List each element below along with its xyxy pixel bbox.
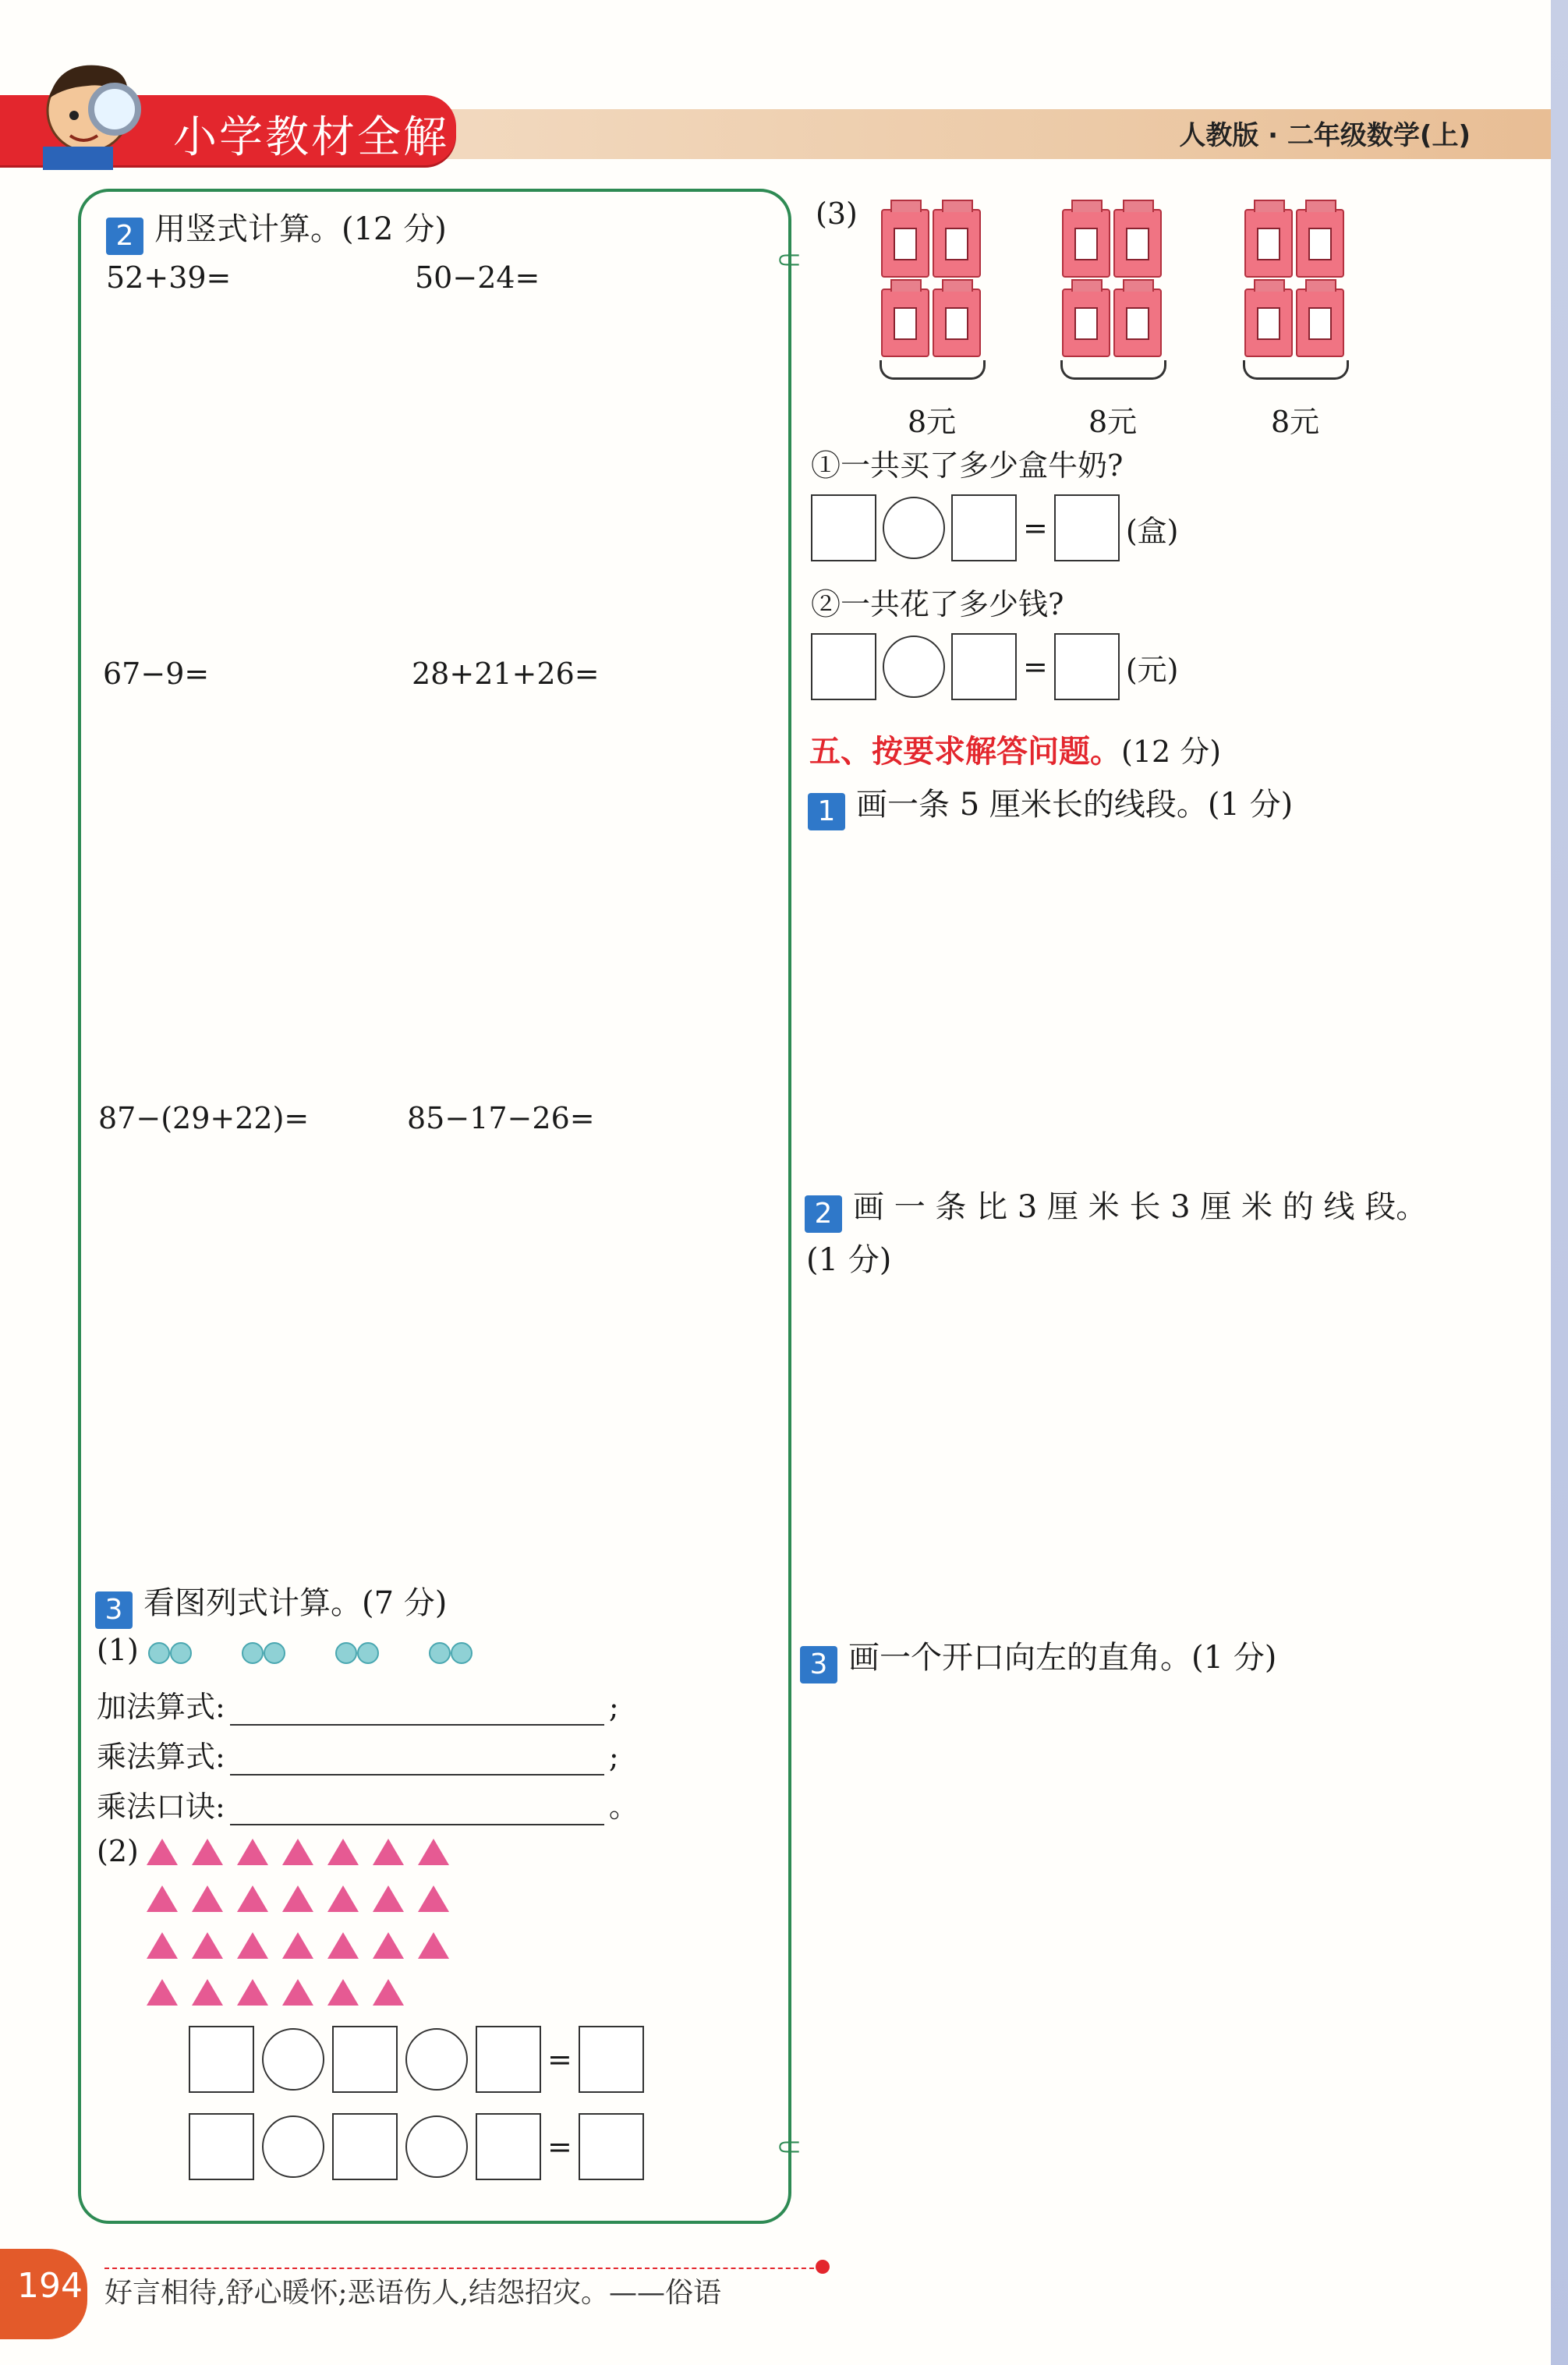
dot-groups-row [97, 1633, 473, 1667]
question-title: 用竖式计算。(12 分) [154, 211, 447, 247]
expression: 28+21+26= [412, 657, 600, 691]
answer-box[interactable] [811, 494, 876, 561]
triangle-icon [237, 1839, 268, 1865]
dot-group [429, 1633, 473, 1667]
milk-box-icon [881, 289, 929, 357]
operator-circle[interactable] [405, 2028, 468, 2091]
equation-boxes-row [811, 494, 1185, 561]
triangle-icon [327, 1932, 359, 1959]
question-number-badge: 2 [106, 218, 143, 255]
part-label: (2) [97, 1834, 139, 1868]
footer-dot-icon [816, 2260, 830, 2274]
page-number-tab [0, 2249, 87, 2339]
answer-box[interactable] [951, 633, 1017, 700]
rhyme-label: 乘法口诀: [97, 1790, 225, 1824]
dot-group [335, 1633, 379, 1667]
addition-answer-row [97, 1683, 619, 1726]
footer-divider [104, 2268, 822, 2269]
triangle-icon [192, 1885, 223, 1912]
milk-box-icon [881, 209, 929, 278]
expression: 52+39= [106, 260, 232, 295]
addition-label: 加法算式: [97, 1690, 225, 1724]
task-text: 画一个开口向左的直角。(1 分) [848, 1640, 1277, 1676]
question-2-heading [106, 204, 447, 255]
expression: 67−9= [103, 657, 210, 691]
operator-circle[interactable] [405, 2115, 468, 2178]
expression: 50−24= [415, 260, 540, 295]
multiplication-label: 乘法算式: [97, 1740, 225, 1774]
triangle-icon [418, 1885, 449, 1912]
price-label: 8元 [908, 405, 957, 439]
equals-sign: = [547, 2042, 572, 2076]
section-title: 五、按要求解答问题。 [809, 734, 1121, 770]
answer-line[interactable] [230, 1701, 604, 1726]
triangle-icon [373, 1932, 404, 1959]
triangle-icon [373, 1885, 404, 1912]
section-score: (12 分) [1121, 735, 1222, 769]
book-title: 小学教材全解 [173, 112, 449, 163]
milk-box-icon [1113, 209, 1162, 278]
binder-ring-icon: ⸦ [772, 2128, 806, 2168]
triangle-icon [327, 1839, 359, 1865]
operator-circle[interactable] [262, 2028, 324, 2091]
question-number-badge: 2 [805, 1195, 842, 1233]
price-label: 8元 [1088, 405, 1138, 439]
equation-boxes-row [189, 2026, 644, 2093]
answer-box[interactable] [1054, 494, 1120, 561]
milk-box-icon [1296, 289, 1344, 357]
equals-sign: = [1023, 650, 1048, 684]
price-label: 8元 [1271, 405, 1320, 439]
edition-label: 人教版 · 二年级数学(上) [1179, 120, 1471, 151]
sub-question-1: ①一共买了多少盒牛奶? [811, 448, 1124, 483]
triangle-icon [282, 1839, 313, 1865]
answer-box[interactable] [1054, 633, 1120, 700]
triangle-icon [282, 1932, 313, 1959]
equation-boxes-row [189, 2113, 644, 2180]
triangle-icon [282, 1979, 313, 2006]
milk-box-icon [1062, 209, 1110, 278]
multiplication-answer-row [97, 1733, 619, 1776]
question-number-badge: 3 [800, 1646, 837, 1683]
question-number-badge: 1 [808, 793, 845, 830]
task-text: 画 一 条 比 3 厘 米 长 3 厘 米 的 线 段。 [853, 1189, 1428, 1225]
page-number: 194 [17, 2266, 83, 2306]
unit-label: (元) [1125, 652, 1179, 687]
answer-line[interactable] [230, 1800, 604, 1825]
punct: ; [608, 1740, 619, 1774]
brace-icon [880, 360, 986, 380]
triangle-icon [147, 1885, 178, 1912]
triangle-grid [147, 1839, 463, 2026]
part-label: (3) [816, 196, 858, 231]
question-number-badge: 3 [95, 1591, 133, 1629]
triangle-icon [418, 1932, 449, 1959]
page-edge [1551, 0, 1568, 2365]
task-2 [805, 1182, 1427, 1233]
task-1 [808, 780, 1293, 830]
unit-label: (盒) [1125, 513, 1179, 548]
binder-ring-icon: ⸦ [772, 241, 806, 281]
triangle-icon [237, 1932, 268, 1959]
triangle-icon [147, 1979, 178, 2006]
equals-sign: = [547, 2130, 572, 2164]
expression: 85−17−26= [407, 1101, 595, 1135]
triangle-icon [373, 1979, 404, 2006]
milk-box-icon [1244, 289, 1293, 357]
equals-sign: = [1023, 511, 1048, 545]
answer-box[interactable] [476, 2026, 541, 2093]
dot-group [242, 1633, 285, 1667]
operator-circle[interactable] [883, 636, 945, 698]
punct: ; [608, 1690, 619, 1724]
milk-box-icon [933, 289, 981, 357]
triangle-icon [282, 1885, 313, 1912]
dot-group [148, 1633, 192, 1667]
answer-line[interactable] [230, 1751, 604, 1776]
part-label: (1) [97, 1633, 139, 1667]
task-3 [800, 1633, 1276, 1683]
triangle-row [147, 1979, 463, 2026]
answer-box[interactable] [811, 633, 876, 700]
milk-box-icon [1113, 289, 1162, 357]
brace-icon [1060, 360, 1166, 380]
triangle-icon [192, 1932, 223, 1959]
triangle-icon [147, 1839, 178, 1865]
milk-box-icon [1296, 209, 1344, 278]
milk-box-icon [933, 209, 981, 278]
sub-question-2: ②一共花了多少钱? [811, 587, 1064, 621]
answer-box[interactable] [579, 2113, 644, 2180]
question-3-heading [95, 1578, 447, 1629]
mascot-icon [27, 55, 160, 172]
answer-box[interactable] [332, 2113, 398, 2180]
triangle-row [147, 1885, 463, 1932]
footer-quote: 好言相待,舒心暖怀;恶语伤人,结怨招灾。——俗语 [104, 2277, 722, 2309]
answer-box[interactable] [189, 2026, 254, 2093]
answer-box[interactable] [476, 2113, 541, 2180]
operator-circle[interactable] [883, 497, 945, 559]
triangle-icon [237, 1979, 268, 2006]
answer-box[interactable] [579, 2026, 644, 2093]
expression: 87−(29+22)= [98, 1101, 310, 1135]
triangle-icon [327, 1885, 359, 1912]
section-5-heading [809, 727, 1221, 771]
equation-boxes-row [811, 633, 1185, 700]
triangle-icon [237, 1885, 268, 1912]
answer-box[interactable] [332, 2026, 398, 2093]
operator-circle[interactable] [262, 2115, 324, 2178]
punct: 。 [608, 1790, 639, 1824]
milk-box-icon [1062, 289, 1110, 357]
task-text: 画一条 5 厘米长的线段。(1 分) [856, 787, 1294, 823]
milk-box-icon [1244, 209, 1293, 278]
triangle-icon [418, 1839, 449, 1865]
triangle-icon [192, 1979, 223, 2006]
rhyme-answer-row [97, 1783, 639, 1825]
triangle-icon [192, 1839, 223, 1865]
triangle-icon [327, 1979, 359, 2006]
triangle-row [147, 1839, 463, 1885]
triangle-icon [373, 1839, 404, 1865]
triangle-row [147, 1932, 463, 1979]
task-score: (1 分) [806, 1242, 892, 1278]
triangle-icon [147, 1932, 178, 1959]
question-title: 看图列式计算。(7 分) [143, 1585, 448, 1621]
brace-icon [1243, 360, 1349, 380]
answer-box[interactable] [189, 2113, 254, 2180]
answer-box[interactable] [951, 494, 1017, 561]
